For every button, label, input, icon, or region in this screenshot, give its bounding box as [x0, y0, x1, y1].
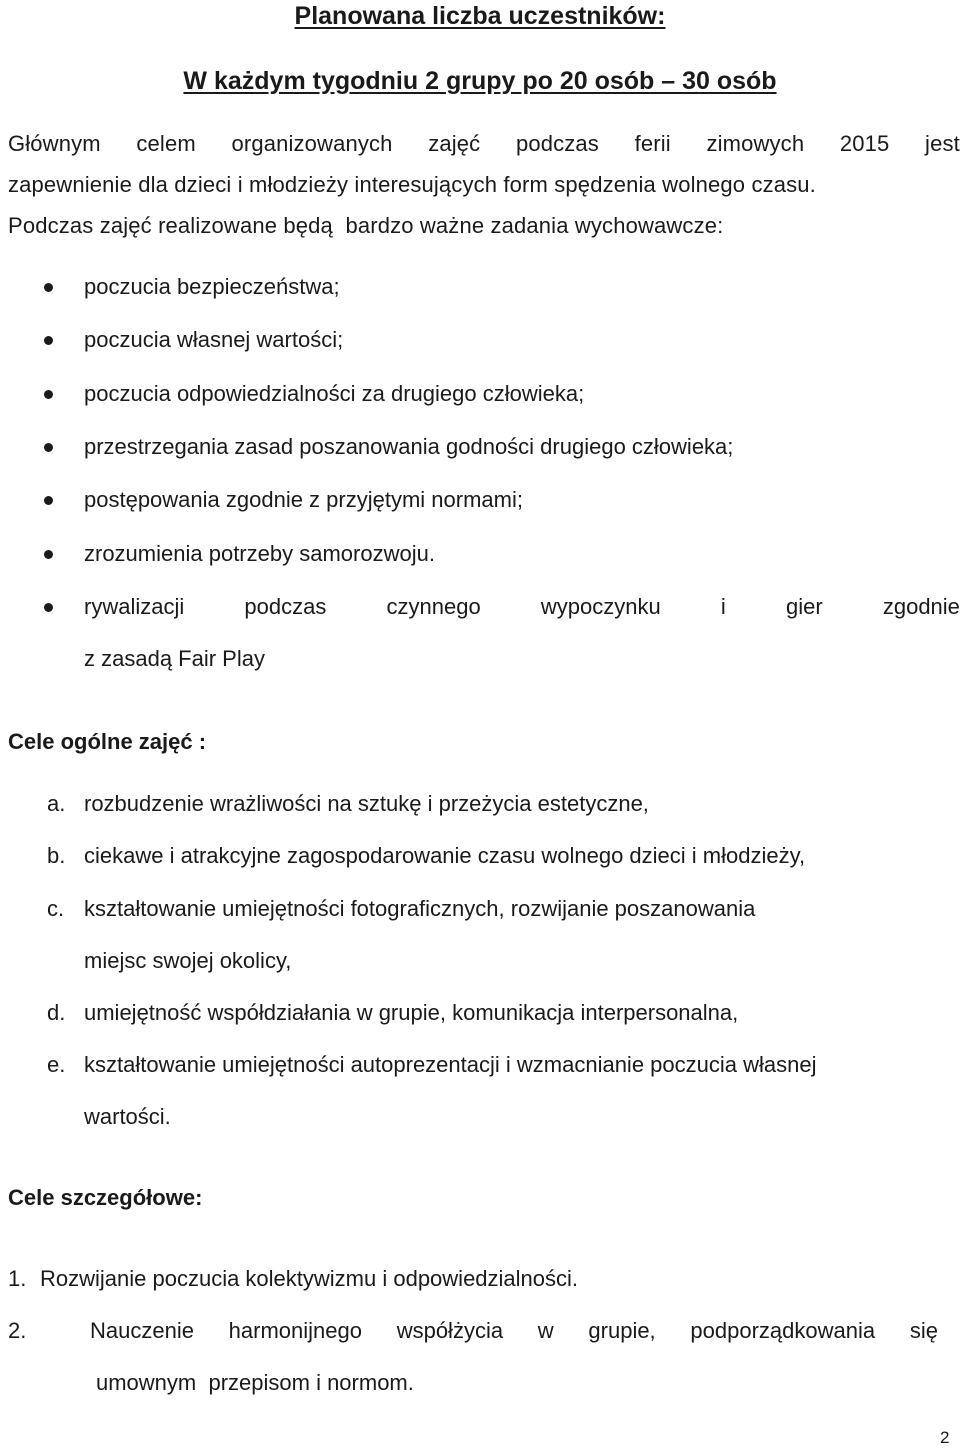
- page-number: 2: [940, 1428, 950, 1447]
- list-marker: 2.: [8, 1318, 27, 1343]
- specific-goals-heading: Cele szczegółowe:: [8, 1185, 203, 1210]
- word: Nauczenie: [90, 1318, 194, 1343]
- list-marker: a.: [47, 791, 66, 816]
- word: zajęć: [428, 131, 481, 156]
- word: jest: [925, 131, 960, 156]
- general-goal-text-line: wartości.: [84, 1104, 171, 1129]
- list-marker: d.: [47, 1000, 66, 1025]
- general-goal-text-line: rozbudzenie wrażliwości na sztukę i przeżycia estetyczne,: [84, 791, 649, 816]
- list-marker: 1.: [8, 1266, 27, 1291]
- heading-groups: W każdym tygodniu 2 grupy po 20 osób – 30 osób: [183, 67, 777, 95]
- intro-line-3: Podczas zajęć realizowane będą bardzo ważne zadania wychowawcze:: [8, 213, 724, 238]
- word: w: [537, 1318, 554, 1343]
- intro-line-1: [8, 131, 960, 157]
- bullet-text: poczucia odpowiedzialności za drugiego człowieka;: [84, 381, 585, 406]
- list-marker: b.: [47, 843, 66, 868]
- bullet-text: poczucia bezpieczeństwa;: [84, 274, 340, 299]
- bullet-text-line-2: z zasadą Fair Play: [84, 646, 265, 671]
- word: czynnego: [386, 594, 481, 619]
- bullet-text: postępowania zgodnie z przyjętymi normami;: [84, 487, 523, 512]
- word: rywalizacji: [84, 594, 185, 619]
- general-goal-text-line: kształtowanie umiejętności autoprezentacji i wzmacnianie poczucia własnej: [84, 1052, 817, 1077]
- specific-goal-1-text: Rozwijanie poczucia kolektywizmu i odpowiedzialności.: [40, 1266, 579, 1291]
- bullet-dot-icon: [44, 283, 53, 292]
- specific-goal-2-line-1: [90, 1318, 938, 1344]
- word: ferii: [634, 131, 671, 156]
- word: i: [720, 594, 726, 619]
- bullet-text: poczucia własnej wartości;: [84, 327, 344, 352]
- word: współżycia: [396, 1318, 504, 1343]
- word: organizowanych: [231, 131, 393, 156]
- word: harmonijnego: [228, 1318, 362, 1343]
- intro-line-2: zapewnienie dla dzieci i młodzieży interesujących form spędzenia wolnego czasu.: [8, 172, 816, 197]
- bullet-text: zrozumienia potrzeby samorozwoju.: [84, 541, 435, 566]
- general-goal-text-line: miejsc swojej okolicy,: [84, 948, 292, 973]
- word: podczas: [515, 131, 599, 156]
- bullet-dot-icon: [44, 550, 53, 559]
- general-goal-text-line: kształtowanie umiejętności fotograficznych, rozwijanie poszanowania: [84, 896, 756, 921]
- word: celem: [136, 131, 196, 156]
- general-goal-text-line: umiejętność współdziałania w grupie, komunikacja interpersonalna,: [84, 1000, 739, 1025]
- word: się: [909, 1318, 938, 1343]
- word: zimowych: [706, 131, 805, 156]
- word: podporządkowania: [690, 1318, 876, 1343]
- word: podczas: [244, 594, 327, 619]
- bullet-text: przestrzegania zasad poszanowania godności drugiego człowieka;: [84, 434, 734, 459]
- bullet-dot-icon: [44, 443, 53, 452]
- word: grupie,: [588, 1318, 656, 1343]
- bullet-text-line-1: [84, 594, 960, 620]
- word: Głównym: [8, 131, 101, 156]
- word: gier: [785, 594, 823, 619]
- word: zgodnie: [882, 594, 960, 619]
- general-goals-heading: Cele ogólne zajęć :: [8, 729, 207, 754]
- bullet-dot-icon: [44, 603, 53, 612]
- word: 2015: [839, 131, 890, 156]
- general-goal-text-line: ciekawe i atrakcyjne zagospodarowanie czasu wolnego dzieci i młodzieży,: [84, 843, 806, 868]
- bullet-dot-icon: [44, 336, 53, 345]
- word: wypoczynku: [540, 594, 661, 619]
- bullet-dot-icon: [44, 496, 53, 505]
- specific-goal-2-line-2: umownym przepisom i normom.: [96, 1370, 414, 1395]
- bullet-dot-icon: [44, 390, 53, 399]
- list-marker: e.: [47, 1052, 66, 1077]
- list-marker: c.: [47, 896, 65, 921]
- heading-participants: Planowana liczba uczestników:: [294, 2, 666, 30]
